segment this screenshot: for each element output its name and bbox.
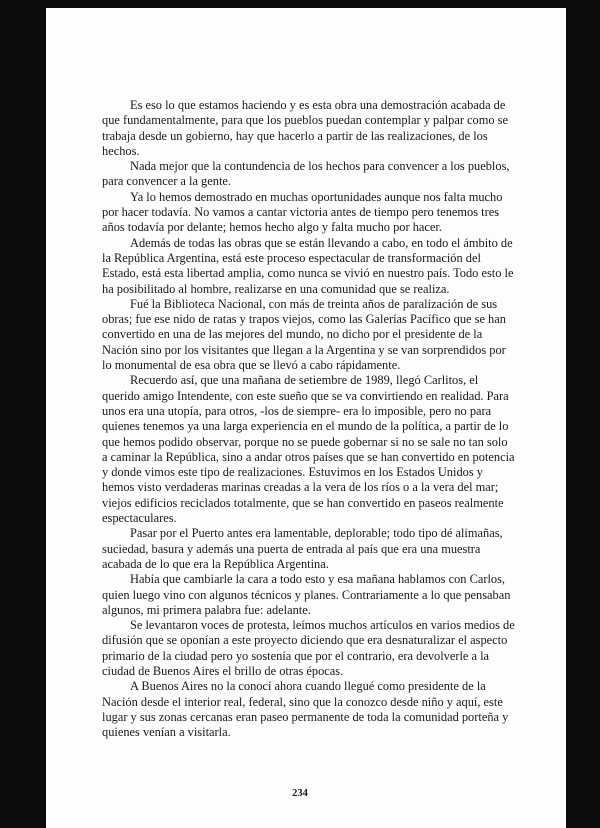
paragraph: Había que cambiarle la cara a todo esto y esa mañana hablamos con Carlos, quien luego vino con algunos técnicos y planes. Contrariamente a lo que pensaban algunos, mi primera palabra fue: adelante. — [102, 572, 511, 617]
paragraph: Fué la Biblioteca Nacional, con más de treinta años de paralización de sus obras; fue ese nido de ratas y trapos viejos, como las Galerías Pacífico que se han convertido en una de las mejores del mundo, no dicho por el presidente de la Nación sino por los visitantes que llegan a la Argentina y se van sorprendidos por lo monumental de esa obra que se llevó a cabo rápidamente. — [102, 296, 506, 373]
scan-border-right — [566, 0, 600, 828]
paragraph: Nada mejor que la contundencia de los hechos para convencer a los pueblos, para convencer a la gente. — [102, 159, 510, 189]
scan-border-left — [0, 0, 46, 828]
body-text — [102, 98, 516, 740]
paragraph: Es eso lo que estamos haciendo y es esta obra una demostración acabada de que fundamentalmente, para que los pueblos puedan contemplar y palpar como se trabaja desde un gobierno, hay que hacerlo a partir de las realizaciones, de los hechos. — [102, 98, 508, 158]
paragraph: Recuerdo así, que una mañana de setiembre de 1989, llegó Carlitos, el querido amigo Intendente, con este sueño que se va convirtiendo en realidad. Para unos era una utopía, para otros, -los de siempre- era lo imposible, pero no para quienes tenemos ya una larga experiencia en el mundo de la política, a partir de lo que hemos podido observar, porque no se puede gobernar si no se sale no tan solo a caminar la República, sino a andar otros países que se han convertido en potencia y donde vimos este tipo de realizaciones. Estuvimos en los Estados Unidos y hemos visto verdaderas marinas creadas a la vera de los ríos o a la vera del mar; viejos edificios reciclados totalmente, que se han convertido en paseos realmente espectaculares. — [102, 373, 515, 526]
paragraph: Pasar por el Puerto antes era lamentable, deplorable; todo tipo dé alimañas, suciedad, basura y además una puerta de entrada al país que era una muestra acabada de lo que era la República Argentina. — [102, 526, 503, 571]
page-number: 234 — [292, 788, 308, 799]
paragraph: Además de todas las obras que se están llevando a cabo, en todo el ámbito de la República Argentina, está este proceso espectacular de transformación del Estado, está esta libertad amplia, como nunca se vivió en nuestro país. Todo esto le ha posibilitado al hombre, realizarse en una comunidad que se realiza. — [102, 235, 514, 296]
paragraph: Ya lo hemos demostrado en muchas oportunidades aunque nos falta mucho por hacer todavía. No vamos a cantar victoria antes de tiempo pero tenemos tres años todavía por delante; hemos hecho algo y falta mucho por hacer. — [102, 189, 503, 235]
scan-border-top — [0, 0, 600, 8]
paragraph: A Buenos Aires no la conocí ahora cuando llegué como presidente de la Nación desde el interior real, federal, sino que la conozco desde niño y aquí, este lugar y sus zonas cercanas eran paseo permanente de toda la comunidad porteña y quienes venían a visitarla. — [102, 679, 509, 740]
paragraph: Se levantaron voces de protesta, leímos muchos artículos en varios medios de difusión que se oponían a este proyecto diciendo que era desnaturalizar el aspecto primario de la ciudad pero yo sostenía que por el contrario, era devolverle a la ciudad de Buenos Aires el brillo de otras épocas. — [102, 618, 515, 678]
